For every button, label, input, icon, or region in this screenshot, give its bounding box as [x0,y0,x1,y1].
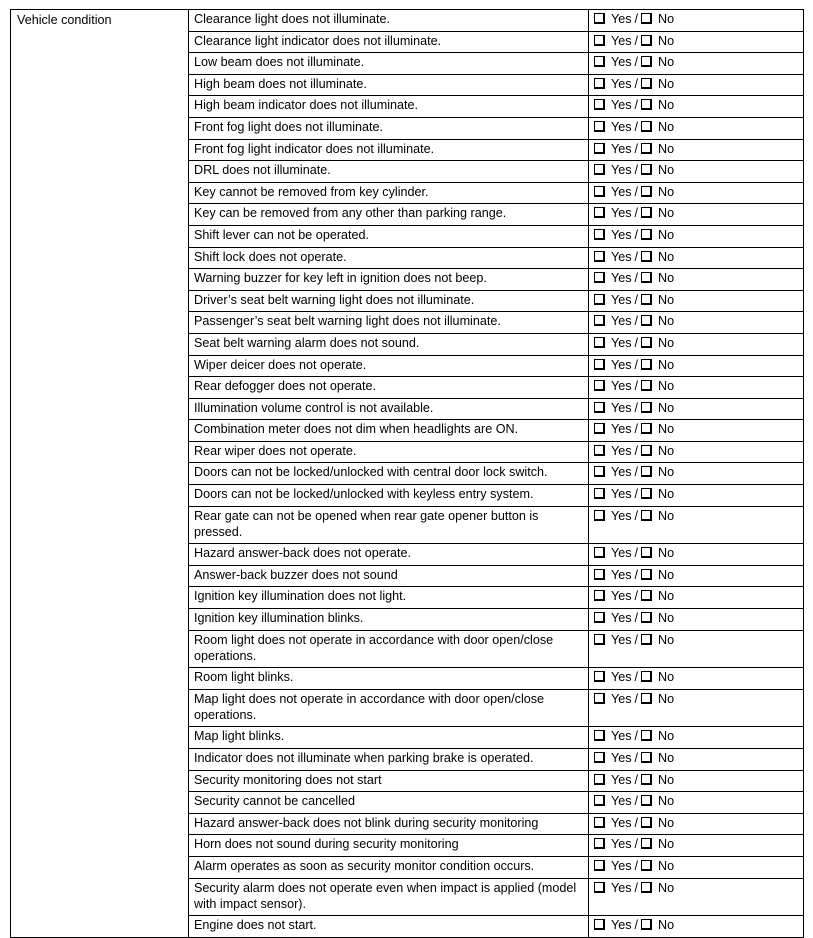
yes-label: Yes [611,837,632,852]
no-label: No [658,546,675,561]
yes-label: Yes [611,670,632,685]
no-label: No [658,55,675,70]
yes-label: Yes [611,794,632,809]
option-separator: / [634,772,639,787]
yes-checkbox[interactable] [594,774,605,785]
option-separator: / [634,55,639,70]
option-separator: / [634,443,639,458]
no-checkbox[interactable] [641,186,652,197]
no-checkbox[interactable] [641,402,652,413]
yes-checkbox[interactable] [594,402,605,413]
yes-label: Yes [611,163,632,178]
option-separator: / [634,206,639,221]
no-checkbox[interactable] [641,569,652,580]
answer-cell [589,485,804,507]
no-label: No [658,815,675,830]
option-separator: / [634,751,639,765]
condition-cell: Driver’s seat belt warning light does not illuminate. [189,290,589,312]
condition-cell: Hazard answer-back does not operate. [189,544,589,566]
yes-checkbox[interactable] [594,337,605,348]
no-checkbox[interactable] [641,207,652,218]
answer-cell [589,463,804,485]
condition-cell: Rear gate can not be opened when rear gate opener button is pressed. [189,506,589,544]
yes-checkbox[interactable] [594,693,605,704]
no-checkbox[interactable] [641,817,652,828]
no-label: No [658,772,675,787]
condition-cell: Security alarm does not operate even when impact is applied (model with impact sensor). [189,878,589,916]
yes-label: Yes [611,379,632,394]
condition-cell: Illumination volume control is not available. [189,398,589,420]
answer-cell [589,312,804,334]
condition-cell: Hazard answer-back does not blink during security monitoring [189,813,589,835]
no-label: No [658,249,675,264]
no-checkbox[interactable] [641,671,652,682]
yes-checkbox[interactable] [594,121,605,132]
no-checkbox[interactable] [641,510,652,521]
no-checkbox[interactable] [641,35,652,46]
yes-checkbox[interactable] [594,164,605,175]
answer-cell [589,689,804,727]
condition-cell: Passenger’s seat belt warning light does not illuminate. [189,312,589,334]
answer-cell [589,506,804,544]
option-separator: / [634,12,639,26]
yes-label: Yes [611,12,632,26]
answer-cell [589,74,804,96]
no-checkbox[interactable] [641,121,652,132]
condition-cell: Shift lock does not operate. [189,247,589,269]
no-checkbox[interactable] [641,164,652,175]
no-checkbox[interactable] [641,882,652,893]
condition-cell: Doors can not be locked/unlocked with keyless entry system. [189,485,589,507]
option-separator: / [634,589,639,604]
no-checkbox[interactable] [641,752,652,763]
yes-label: Yes [611,227,632,242]
vehicle-condition-checklist [10,9,804,938]
yes-label: Yes [611,487,632,502]
yes-label: Yes [611,141,632,156]
yes-label: Yes [611,271,632,286]
category-cell [11,10,189,938]
no-checkbox[interactable] [641,634,652,645]
no-label: No [658,858,675,873]
no-checkbox[interactable] [641,860,652,871]
yes-checkbox[interactable] [594,590,605,601]
answer-cell [589,727,804,749]
answer-cell [589,204,804,226]
answer-cell [589,609,804,631]
yes-label: Yes [611,76,632,91]
yes-checkbox[interactable] [594,13,605,24]
yes-checkbox[interactable] [594,510,605,521]
yes-checkbox[interactable] [594,466,605,477]
no-label: No [658,729,675,744]
no-checkbox[interactable] [641,693,652,704]
no-checkbox[interactable] [641,590,652,601]
no-label: No [658,880,675,895]
option-separator: / [634,227,639,242]
no-checkbox[interactable] [641,838,652,849]
option-separator: / [634,33,639,48]
no-checkbox[interactable] [641,380,652,391]
yes-checkbox[interactable] [594,488,605,499]
option-separator: / [634,465,639,480]
no-label: No [658,141,675,156]
no-label: No [658,567,675,582]
yes-checkbox[interactable] [594,445,605,456]
yes-checkbox[interactable] [594,186,605,197]
condition-cell: Front fog light does not illuminate. [189,117,589,139]
yes-label: Yes [611,292,632,307]
no-checkbox[interactable] [641,143,652,154]
yes-checkbox[interactable] [594,78,605,89]
table-row [11,10,804,32]
no-label: No [658,691,675,706]
yes-label: Yes [611,33,632,48]
answer-cell [589,333,804,355]
no-label: No [658,632,675,647]
yes-checkbox[interactable] [594,795,605,806]
no-label: No [658,379,675,394]
answer-cell [589,398,804,420]
no-checkbox[interactable] [641,56,652,67]
yes-label: Yes [611,400,632,415]
condition-cell: Security cannot be cancelled [189,792,589,814]
yes-checkbox[interactable] [594,35,605,46]
option-separator: / [634,815,639,830]
option-separator: / [634,729,639,744]
yes-checkbox[interactable] [594,882,605,893]
yes-label: Yes [611,632,632,647]
answer-cell [589,420,804,442]
condition-cell: Security monitoring does not start [189,770,589,792]
condition-cell: Map light does not operate in accordance with door open/close operations. [189,689,589,727]
option-separator: / [634,119,639,134]
condition-cell: Engine does not start. [189,916,589,938]
yes-checkbox[interactable] [594,99,605,110]
yes-label: Yes [611,772,632,787]
yes-label: Yes [611,611,632,626]
condition-cell: Shift lever can not be operated. [189,225,589,247]
yes-checkbox[interactable] [594,359,605,370]
condition-cell: Rear wiper does not operate. [189,441,589,463]
no-label: No [658,292,675,307]
option-separator: / [634,794,639,809]
condition-cell: Wiper deicer does not operate. [189,355,589,377]
yes-checkbox[interactable] [594,634,605,645]
no-label: No [658,400,675,415]
yes-checkbox[interactable] [594,423,605,434]
answer-cell [589,269,804,291]
yes-checkbox[interactable] [594,612,605,623]
no-label: No [658,12,675,26]
option-separator: / [634,858,639,873]
answer-cell [589,182,804,204]
yes-label: Yes [611,206,632,221]
yes-checkbox[interactable] [594,315,605,326]
answer-cell [589,290,804,312]
answer-cell [589,916,804,938]
no-label: No [658,227,675,242]
answer-cell [589,630,804,668]
option-separator: / [634,691,639,706]
yes-label: Yes [611,98,632,113]
option-separator: / [634,837,639,852]
condition-cell: Horn does not sound during security monitoring [189,835,589,857]
condition-cell: Indicator does not illuminate when parking brake is operated. [189,749,589,771]
yes-label: Yes [611,314,632,329]
option-separator: / [634,567,639,582]
no-label: No [658,98,675,113]
yes-checkbox[interactable] [594,294,605,305]
condition-cell: Doors can not be locked/unlocked with central door lock switch. [189,463,589,485]
no-checkbox[interactable] [641,795,652,806]
option-separator: / [634,400,639,415]
no-checkbox[interactable] [641,294,652,305]
answer-cell [589,668,804,690]
yes-label: Yes [611,422,632,437]
yes-checkbox[interactable] [594,547,605,558]
option-separator: / [634,357,639,372]
no-label: No [658,271,675,286]
no-label: No [658,206,675,221]
condition-cell: Answer-back buzzer does not sound [189,565,589,587]
no-label: No [658,487,675,502]
condition-cell: Ignition key illumination blinks. [189,609,589,631]
yes-label: Yes [611,443,632,458]
no-label: No [658,670,675,685]
option-separator: / [634,546,639,561]
no-checkbox[interactable] [641,315,652,326]
condition-cell: Warning buzzer for key left in ignition does not beep. [189,269,589,291]
no-label: No [658,465,675,480]
answer-cell [589,139,804,161]
yes-label: Yes [611,357,632,372]
yes-label: Yes [611,55,632,70]
no-checkbox[interactable] [641,99,652,110]
yes-label: Yes [611,691,632,706]
condition-cell: Room light does not operate in accordance with door open/close operations. [189,630,589,668]
yes-checkbox[interactable] [594,380,605,391]
option-separator: / [634,670,639,685]
option-separator: / [634,163,639,178]
no-label: No [658,422,675,437]
yes-label: Yes [611,729,632,744]
condition-cell: Room light blinks. [189,668,589,690]
yes-label: Yes [611,335,632,350]
answer-cell [589,749,804,771]
yes-label: Yes [611,508,632,523]
no-label: No [658,589,675,604]
condition-cell: Low beam does not illuminate. [189,53,589,75]
condition-cell: High beam indicator does not illuminate. [189,96,589,118]
answer-cell [589,813,804,835]
yes-checkbox[interactable] [594,207,605,218]
yes-checkbox[interactable] [594,143,605,154]
checklist-table [10,9,804,938]
category-label: Vehicle condition [17,13,112,27]
yes-label: Yes [611,567,632,582]
condition-cell: Alarm operates as soon as security monitor condition occurs. [189,856,589,878]
option-separator: / [634,918,639,933]
answer-cell [589,10,804,32]
option-separator: / [634,379,639,394]
answer-cell [589,565,804,587]
option-separator: / [634,314,639,329]
answer-cell [589,31,804,53]
condition-cell: Rear defogger does not operate. [189,377,589,399]
answer-cell [589,856,804,878]
condition-cell: Map light blinks. [189,727,589,749]
condition-cell: Key cannot be removed from key cylinder. [189,182,589,204]
no-label: No [658,33,675,48]
yes-label: Yes [611,815,632,830]
option-separator: / [634,632,639,647]
yes-checkbox[interactable] [594,569,605,580]
condition-cell: Front fog light indicator does not illuminate. [189,139,589,161]
no-label: No [658,184,675,199]
option-separator: / [634,98,639,113]
yes-checkbox[interactable] [594,919,605,930]
yes-checkbox[interactable] [594,730,605,741]
checklist-body [11,10,804,938]
no-label: No [658,443,675,458]
condition-cell: Combination meter does not dim when headlights are ON. [189,420,589,442]
option-separator: / [634,335,639,350]
option-separator: / [634,271,639,286]
answer-cell [589,225,804,247]
yes-label: Yes [611,249,632,264]
no-checkbox[interactable] [641,488,652,499]
option-separator: / [634,508,639,523]
yes-checkbox[interactable] [594,56,605,67]
condition-cell: Seat belt warning alarm does not sound. [189,333,589,355]
condition-cell: Ignition key illumination does not light. [189,587,589,609]
option-separator: / [634,76,639,91]
no-checkbox[interactable] [641,13,652,24]
yes-label: Yes [611,918,632,933]
no-checkbox[interactable] [641,919,652,930]
option-separator: / [634,292,639,307]
no-checkbox[interactable] [641,359,652,370]
condition-cell: DRL does not illuminate. [189,161,589,183]
answer-cell [589,878,804,916]
no-label: No [658,314,675,329]
option-separator: / [634,141,639,156]
condition-cell: High beam does not illuminate. [189,74,589,96]
no-label: No [658,335,675,350]
no-label: No [658,357,675,372]
option-separator: / [634,249,639,264]
yes-checkbox[interactable] [594,272,605,283]
no-label: No [658,751,675,765]
answer-cell [589,544,804,566]
condition-cell: Key can be removed from any other than parking range. [189,204,589,226]
condition-cell: Clearance light indicator does not illuminate. [189,31,589,53]
no-checkbox[interactable] [641,730,652,741]
answer-cell [589,96,804,118]
no-label: No [658,76,675,91]
yes-label: Yes [611,751,632,765]
no-checkbox[interactable] [641,547,652,558]
yes-label: Yes [611,589,632,604]
answer-cell [589,441,804,463]
option-separator: / [634,487,639,502]
no-checkbox[interactable] [641,251,652,262]
condition-cell: Clearance light does not illuminate. [189,10,589,32]
yes-checkbox[interactable] [594,671,605,682]
answer-cell [589,161,804,183]
answer-cell [589,355,804,377]
no-checkbox[interactable] [641,612,652,623]
no-checkbox[interactable] [641,229,652,240]
yes-checkbox[interactable] [594,817,605,828]
yes-label: Yes [611,546,632,561]
yes-checkbox[interactable] [594,838,605,849]
no-label: No [658,611,675,626]
no-label: No [658,163,675,178]
no-label: No [658,918,675,933]
yes-label: Yes [611,465,632,480]
yes-checkbox[interactable] [594,860,605,871]
yes-checkbox[interactable] [594,251,605,262]
no-checkbox[interactable] [641,445,652,456]
no-checkbox[interactable] [641,466,652,477]
yes-label: Yes [611,119,632,134]
answer-cell [589,53,804,75]
yes-label: Yes [611,858,632,873]
no-label: No [658,508,675,523]
option-separator: / [634,422,639,437]
option-separator: / [634,184,639,199]
yes-checkbox[interactable] [594,752,605,763]
option-separator: / [634,880,639,895]
answer-cell [589,835,804,857]
answer-cell [589,377,804,399]
no-checkbox[interactable] [641,78,652,89]
answer-cell [589,792,804,814]
no-checkbox[interactable] [641,423,652,434]
yes-label: Yes [611,184,632,199]
yes-label: Yes [611,880,632,895]
no-label: No [658,837,675,852]
no-checkbox[interactable] [641,272,652,283]
no-checkbox[interactable] [641,774,652,785]
yes-checkbox[interactable] [594,229,605,240]
answer-cell [589,587,804,609]
no-label: No [658,119,675,134]
no-label: No [658,794,675,809]
option-separator: / [634,611,639,626]
answer-cell [589,247,804,269]
no-checkbox[interactable] [641,337,652,348]
answer-cell [589,117,804,139]
answer-cell [589,770,804,792]
